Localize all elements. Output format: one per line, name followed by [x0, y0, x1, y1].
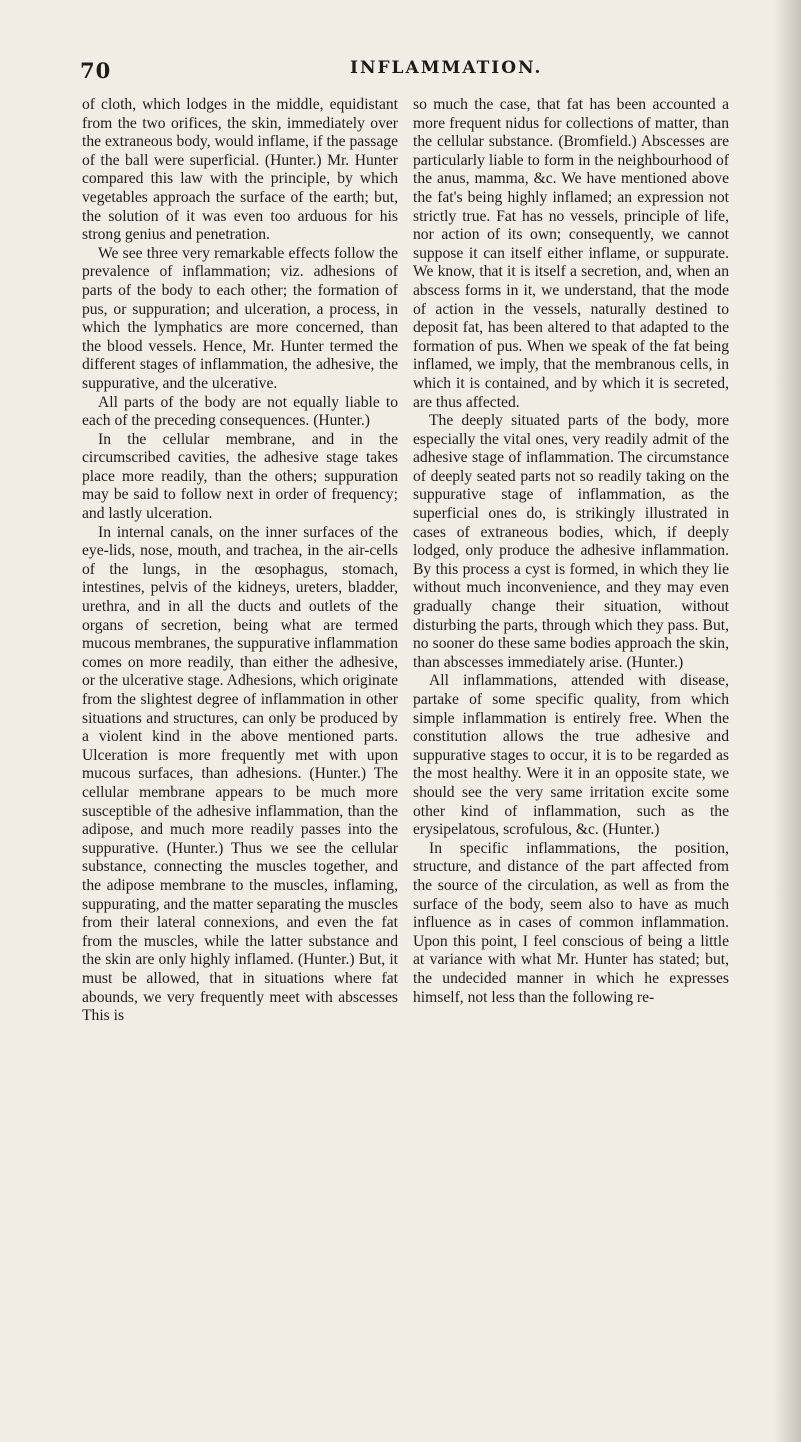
page-edge-shadow: [773, 0, 801, 1442]
paragraph: In specific inflammations, the position, structure, and distance of the part affected from the source of the circulation, as well as from the surface of the body, seem also to have as much influence as in cases of common inflammation. Upon this point, I feel conscious of being a little at variance with what Mr. Hunter has stated; but, the undecided manner in which he expresses himself, not less than the following re-: [413, 839, 729, 1006]
running-head: INFLAMMATION.: [350, 58, 543, 78]
paragraph: In internal canals, on the inner surfaces of the eye-lids, nose, mouth, and trachea, in the air-cells of the lungs, in the œsophagus, stomach, intestines, pelvis of the kidneys, ureters, bladder, urethra, and in all the ducts and outlets of the organs of secretion, being what are termed mucous membranes, the suppurative inflammation comes on more readily, than either the adhesive, or the ulcerative stage. Adhesions, which originate from the slightest degree of inflammation in other situations and structures, can only be produced by a violent kind in the above mentioned parts. Ulceration is more frequently met with upon mucous surfaces, than adhesions. (Hunter.) The cellular membrane appears to be much more susceptible of the adhesive inflammation, than the adipose, and much more readily passes into the suppurative. (Hunter.) Thus we see the cellular substance, connecting the muscles together, and the adipose membrane to the muscles, inflaming, suppurating, and the matter separating the muscles from their lateral connexions, and even the fat from the muscles, while the latter substance and the skin are only highly inflamed. (Hunter.) But, it must be allowed, that in situations where fat abounds, we very frequently meet with abscesses This is: [82, 523, 398, 1025]
paragraph: In the cellular membrane, and in the circumscribed cavities, the adhesive stage takes place more readily, than the others; suppuration may be said to follow next in order of frequency; and lastly ulceration.: [82, 430, 398, 523]
page-header: [80, 58, 720, 84]
paragraph: All inflammations, attended with disease, partake of some specific quality, from which simple inflammation is entirely free. When the constitution allows the true adhesive and suppurative stages to occur, it is to be regarded as the most healthy. Were it in an opposite state, we should see the very same irritation excite some other kind of inflammation, such as the erysipelatous, scrofulous, &c. (Hunter.): [413, 672, 729, 839]
paragraph: The deeply situated parts of the body, more especially the vital ones, very readily admit of the adhesive stage of inflammation. The circumstance of deeply seated parts not so readily taking on the suppurative stage of inflammation, as the superficial ones do, is strikingly illustrated in cases of extraneous bodies, which, if deeply lodged, only produce the adhesive inflammation. By this process a cyst is formed, in which they lie without much inconvenience, and they may even gradually change their situation, without disturbing the parts, through which they pass. But, no sooner do these same bodies approach the skin, than abscesses immediately arise. (Hunter.): [413, 412, 729, 671]
paragraph: All parts of the body are not equally liable to each of the preceding consequences. (Hunter.): [82, 393, 398, 430]
left-column: [82, 96, 398, 1026]
paragraph: of cloth, which lodges in the middle, equidistant from the two orifices, the skin, immediately over the extraneous body, would inflame, if the passage of the ball were superficial. (Hunter.) Mr. Hunter compared this law with the principle, by which vegetables approach the surface of the earth; but, the solution of it was even too arduous for his strong genius and penetration.: [82, 96, 398, 244]
right-column: [413, 96, 729, 1007]
paragraph: so much the case, that fat has been accounted a more frequent nidus for collections of matter, than the cellular substance. (Bromfield.) Abscesses are particularly liable to form in the neighbourhood of the anus, mamma, &c. We have mentioned above the fat's being highly inflamed; an expression not strictly true. Fat has no vessels, principle of life, nor action of its own; consequently, we cannot suppose it can itself either inflame, or suppurate. We know, that it is itself a secretion, and, when an abscess forms in it, we understand, that the mode of action in the vessels, naturally destined to deposit fat, has been altered to that adapted to the formation of pus. When we speak of the fat being inflamed, we imply, that the membranous cells, in which it is contained, and by which it is secreted, are thus affected.: [413, 96, 729, 411]
page-number: 70: [80, 58, 112, 83]
paragraph: We see three very remarkable effects follow the prevalence of inflammation; viz. adhesions of parts of the body to each other; the formation of pus, or suppuration; and ulceration, a process, in which the lymphatics are more concerned, than the blood vessels. Hence, Mr. Hunter termed the different stages of inflammation, the adhesive, the suppurative, and the ulcerative.: [82, 244, 398, 392]
